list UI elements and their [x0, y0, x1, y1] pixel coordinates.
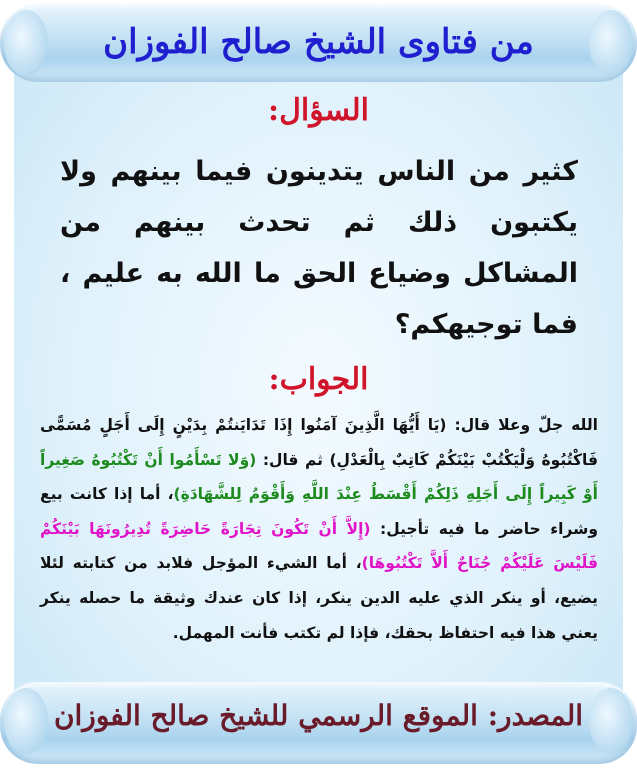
- answer-part-3: ، أما الشيء المؤجل فلابد من كتابته لئلا يضيع، أو ينكر الذي عليه الدين ينكر، إذا كان عندك وثيقة ما حصله ينكر يعني هذا فيه احتفاظ بحقك، فإذا لم تكتب فأنت المهمل.: [40, 554, 598, 642]
- page-title: من فتاوى الشيخ صالح الفوزان: [103, 22, 534, 62]
- quran-verse-green: (وَلا تَسْأَمُوا أَنْ تَكْتُبُوهُ صَغِيراً أَوْ كَبِيراً إِلَى أَجَلِهِ ذَلِكُمْ أَقْسَطُ عِنْدَ اللَّهِ وَأَقْوَمُ لِلشَّهَادَةِ): [40, 450, 598, 504]
- question-label: السؤال:: [268, 93, 369, 128]
- answer-label: الجواب:: [268, 362, 369, 397]
- answer-part-2: ، أما إذا كانت بيع وشراء حاضر ما فيه تأجيل:: [40, 485, 598, 538]
- source-credit: المصدر: الموقع الرسمي للشيخ صالح الفوزان: [53, 699, 584, 732]
- quran-verse-pink: (إِلاَّ أَنْ تَكُونَ تِجَارَةً حَاضِرَةً تُدِيرُونَهَا بَيْنَكُمْ فَلَيْسَ عَلَيْكُمْ جُنَاحٌ أَلاَّ تَكْتُبُوهَا): [40, 519, 598, 573]
- answer-text: [40, 408, 598, 650]
- answer-part-1: الله جلّ وعلا قال: (يَا أَيُّهَا الَّذِينَ آمَنُوا إِذَا تَدَايَنتُمْ بِدَيْنٍ إِلَى أَجَلٍ مُسَمًّى فَاكْتُبُوهُ وَلْيَكْتُبْ بَيْنَكُمْ كَاتِبٌ بِالْعَدْلِ) ثم قال:: [40, 416, 598, 469]
- question-text: كثير من الناس يتدينون فيما بينهم ولا يكتبون ذلك ثم تحدث بينهم من المشاكل وضياع الحق ما الله به عليم ، فما توجيهكم؟: [60, 156, 578, 340]
